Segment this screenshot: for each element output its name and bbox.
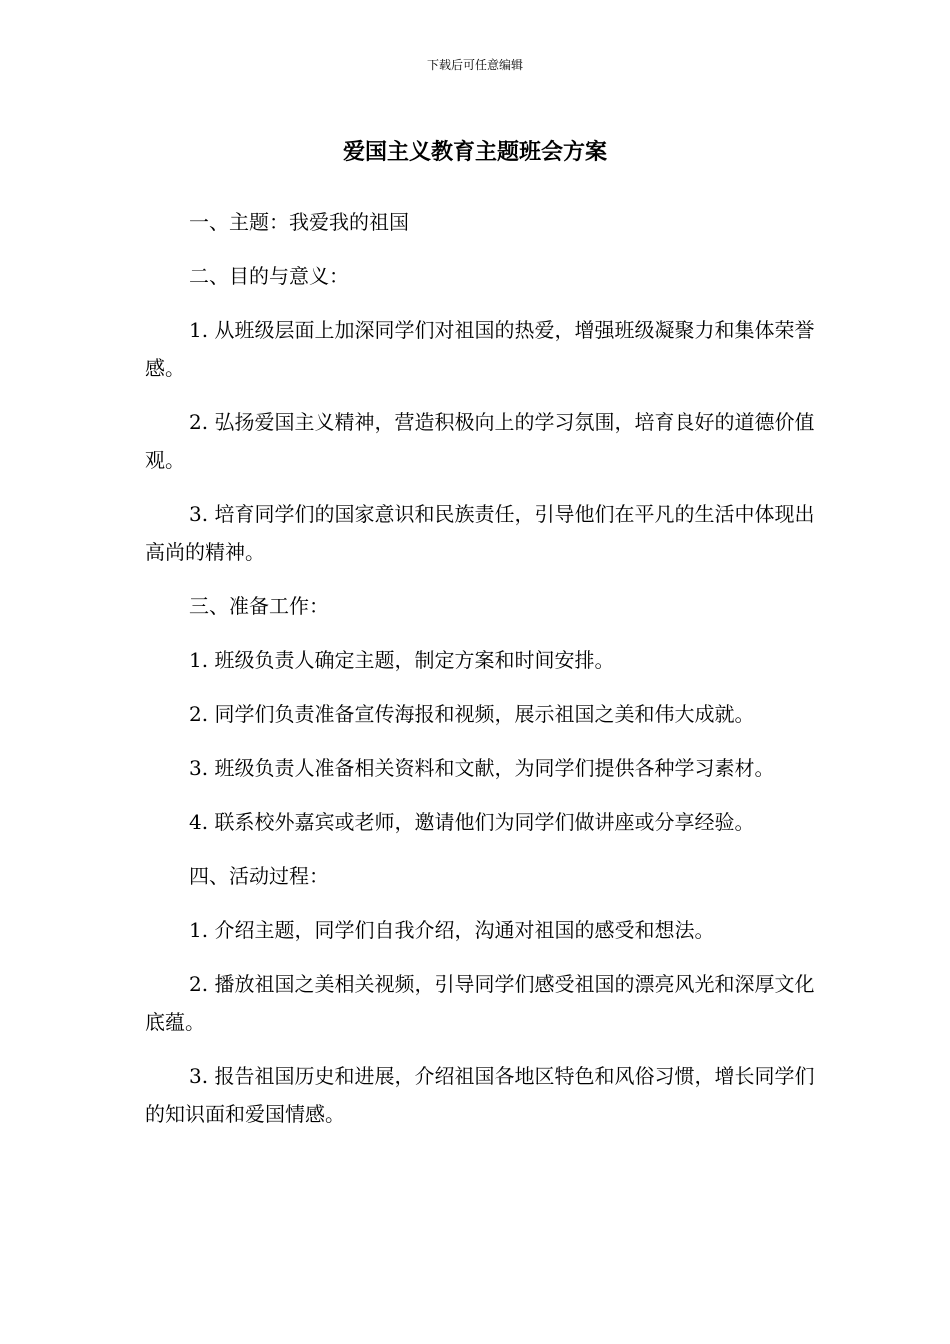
purpose-item-1: 1. 从班级层面上加深同学们对祖国的热爱，增强班级凝聚力和集体荣誉感。 — [145, 318, 815, 380]
document-title: 爱国主义教育主题班会方案 — [342, 140, 607, 165]
process-item-3: 3. 报告祖国历史和进展，介绍祖国各地区特色和风俗习惯，增长同学们的知识面和爱国情感。 — [145, 1064, 815, 1126]
process-item-2: 2. 播放祖国之美相关视频，引导同学们感受祖国的漂亮风光和深厚文化底蕴。 — [145, 972, 815, 1034]
process-item-1: 1. 介绍主题，同学们自我介绍，沟通对祖国的感受和想法。 — [189, 918, 715, 942]
section-heading-purpose: 二、目的与意义： — [189, 264, 349, 288]
section-heading-process: 四、活动过程： — [189, 864, 329, 888]
section-heading-theme: 一、主题：我爱我的祖国 — [189, 210, 409, 234]
document-body — [145, 203, 825, 1149]
purpose-item-2: 2. 弘扬爱国主义精神，营造积极向上的学习氛围，培育良好的道德价值观。 — [145, 410, 815, 472]
preparation-item-4: 4. 联系校外嘉宾或老师，邀请他们为同学们做讲座或分享经验。 — [189, 810, 755, 834]
preparation-item-2: 2. 同学们负责准备宣传海报和视频，展示祖国之美和伟大成就。 — [189, 702, 755, 726]
preparation-item-3: 3. 班级负责人准备相关资料和文献，为同学们提供各种学习素材。 — [189, 756, 775, 780]
page-header-note: 下载后可任意编辑 — [426, 58, 523, 72]
section-heading-preparation: 三、准备工作： — [189, 594, 329, 618]
preparation-item-1: 1. 班级负责人确定主题，制定方案和时间安排。 — [189, 648, 615, 672]
purpose-item-3: 3. 培育同学们的国家意识和民族责任，引导他们在平凡的生活中体现出高尚的精神。 — [145, 502, 815, 564]
